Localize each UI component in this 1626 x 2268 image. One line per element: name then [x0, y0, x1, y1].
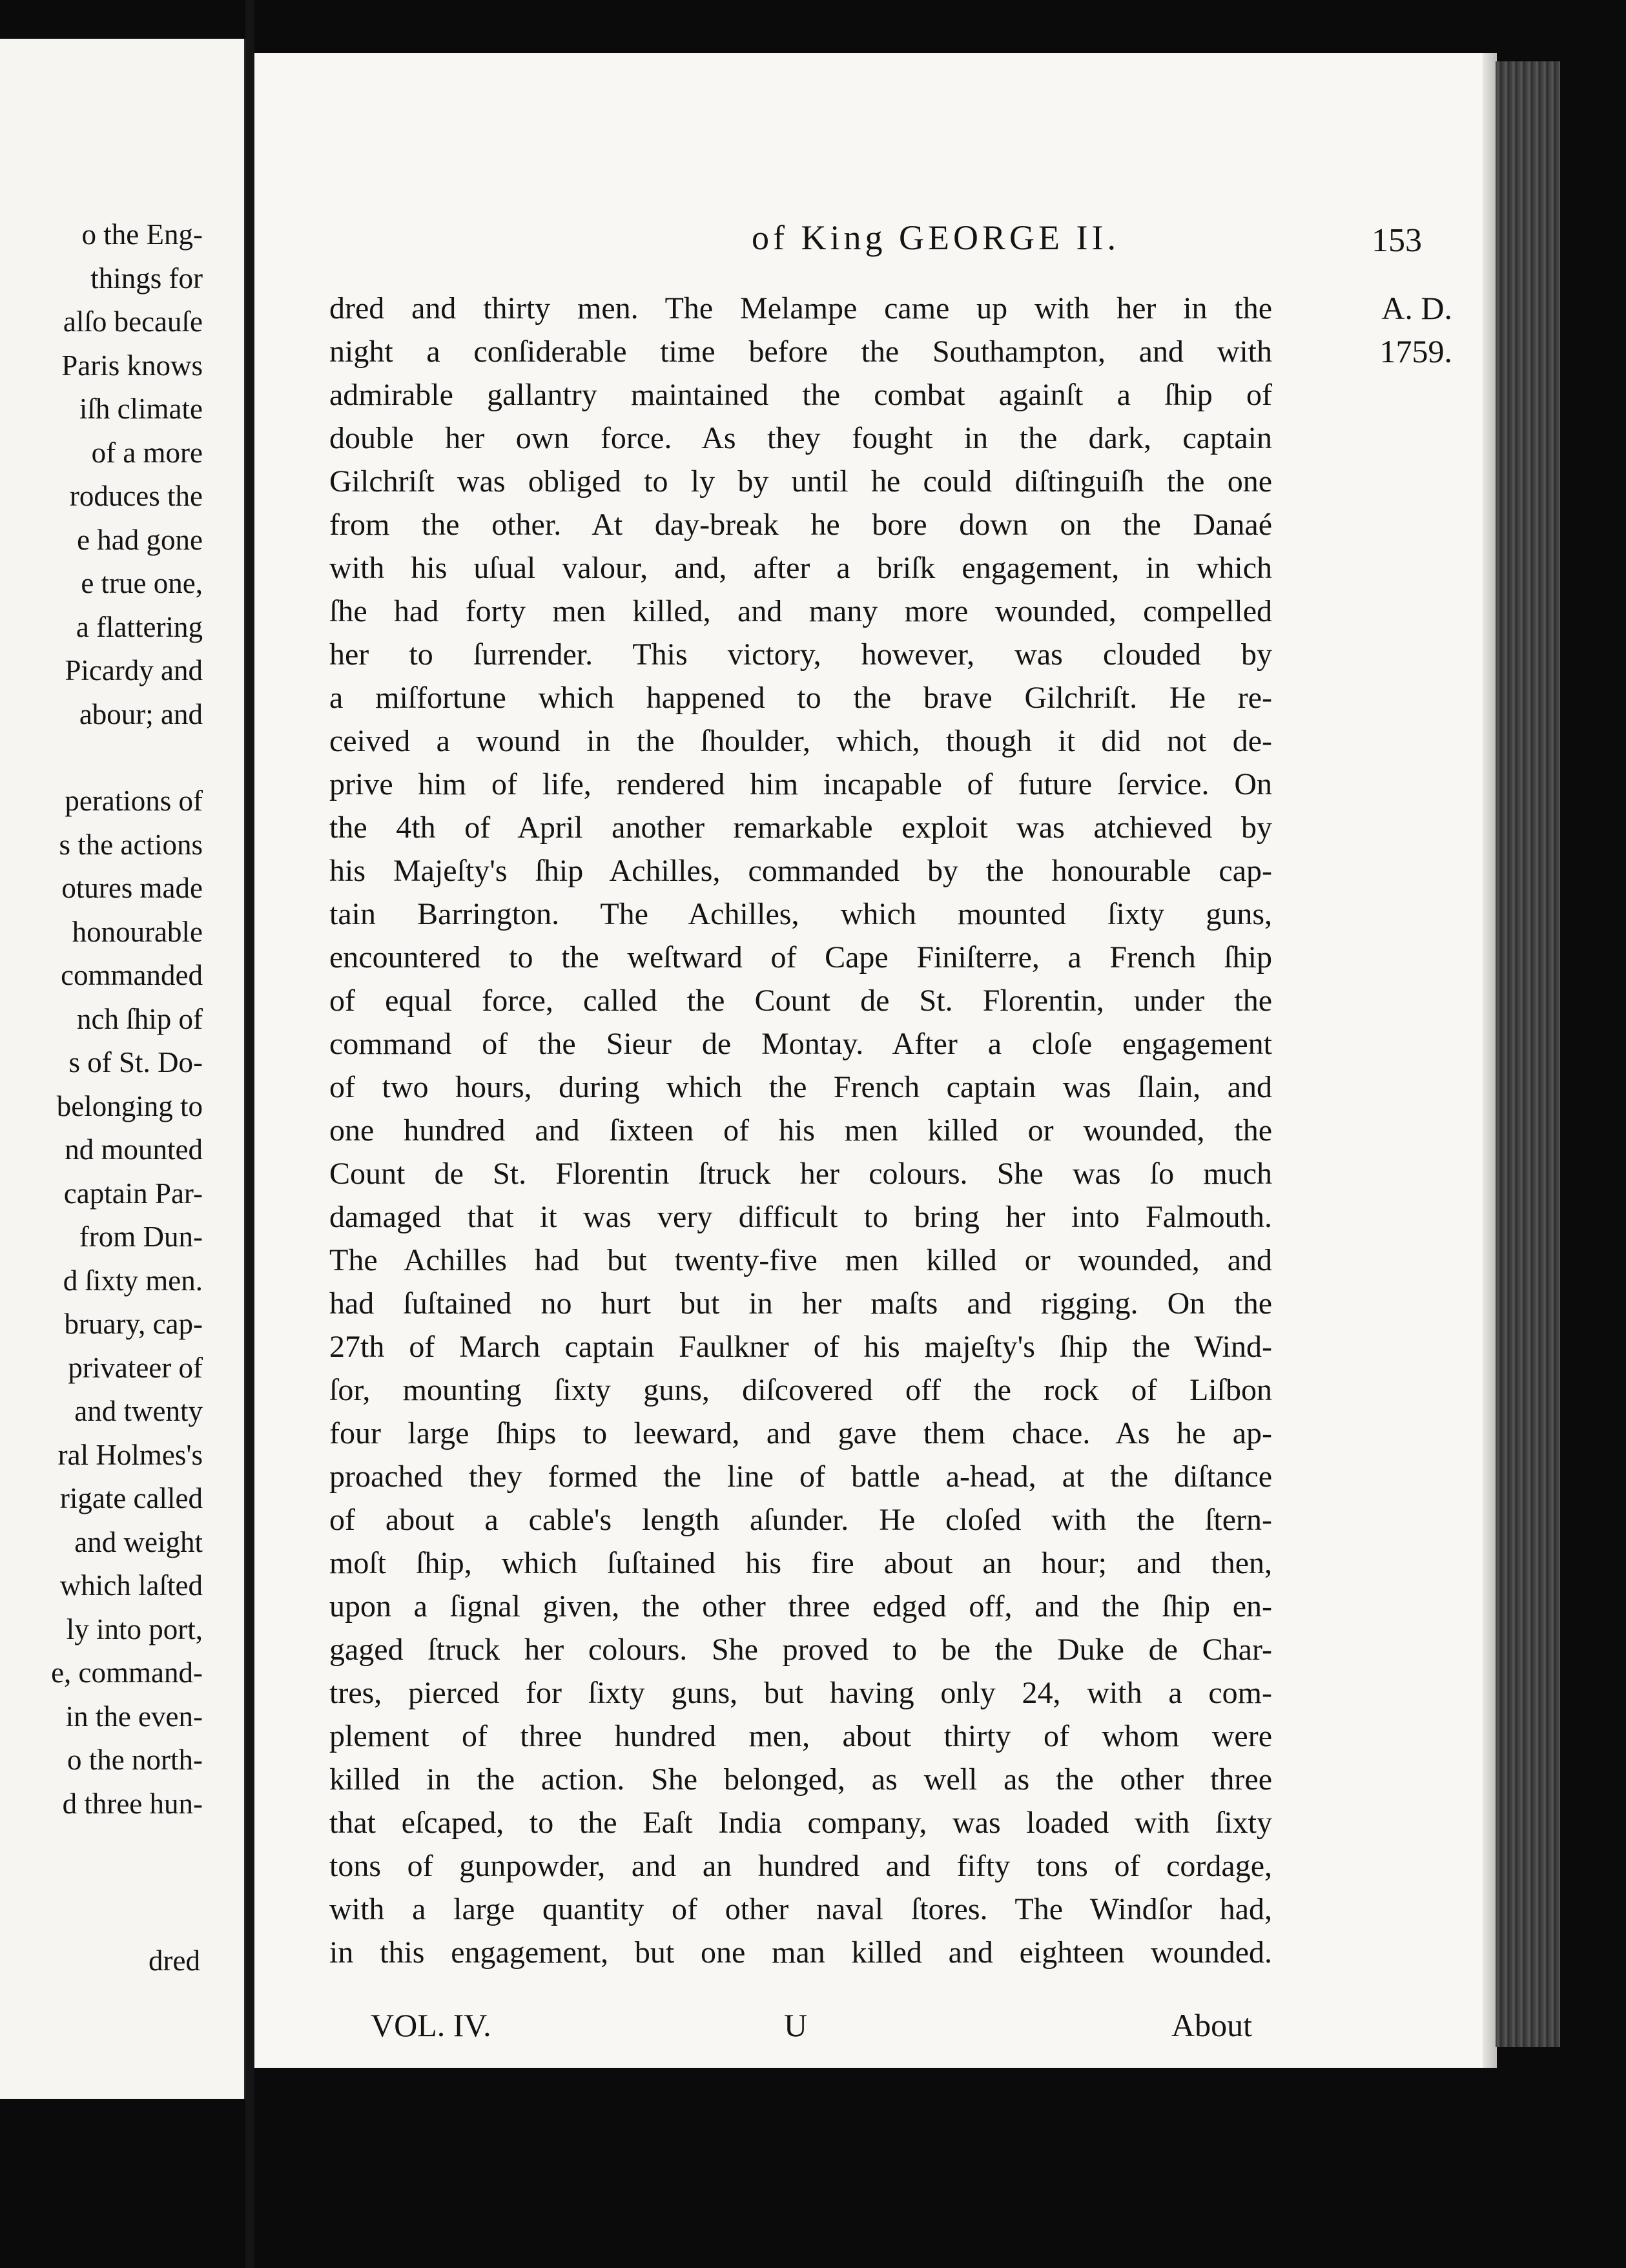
left-fragment-line: e had gone	[77, 523, 203, 556]
left-fragment-line: s of St. Do-	[68, 1046, 203, 1078]
running-head-title: of King GEORGE II.	[752, 218, 1120, 257]
body-line: prive him of life, rendered him incapable of future ſervice. On	[329, 767, 1272, 801]
left-fragment-line: Picardy and	[65, 654, 203, 686]
body-line: tres, pierced for ſixty guns, but having only 24, with a com-	[329, 1676, 1272, 1710]
body-line: admirable gallantry maintained the combat againſt a ſhip of	[329, 378, 1272, 412]
left-fragment-line: e true one,	[81, 567, 203, 599]
body-line: four large ſhips to leeward, and gave them chace. As he ap-	[329, 1416, 1272, 1450]
body-line: had ſuſtained no hurt but in her maſts and rigging. On the	[329, 1286, 1272, 1321]
body-line: his Majeſty's ſhip Achilles, commanded by the honourable cap-	[329, 854, 1272, 888]
volume-label: VOL. IV.	[371, 2007, 491, 2043]
left-fragment-line: s the actions	[59, 828, 203, 861]
left-fragment-line: Paris knows	[61, 349, 203, 382]
left-fragment-line: nch ſhip of	[77, 1002, 203, 1035]
body-text	[329, 287, 1272, 1974]
body-line: tons of gunpowder, and an hundred and fifty tons of cordage,	[329, 1849, 1272, 1883]
left-fragment-line: commanded	[61, 959, 203, 991]
margin-year-line-1: A. D.	[1381, 290, 1452, 326]
body-line: double her own force. As they fought in the dark, captain	[329, 421, 1272, 455]
left-fragment-line: which laſted	[59, 1569, 203, 1602]
left-fragment-line: things for	[90, 262, 203, 294]
body-line: night a conſiderable time before the Southampton, and with	[329, 335, 1272, 369]
body-line: tain Barrington. The Achilles, which mounted ſixty guns,	[329, 897, 1272, 931]
body-line: with his uſual valour, and, after a briſk engagement, in which	[329, 551, 1272, 585]
body-line: ſor, mounting ſixty guns, diſcovered off the rock of Liſbon	[329, 1373, 1272, 1407]
body-line: The Achilles had but twenty-five men killed or wounded, and	[329, 1243, 1272, 1277]
left-catchword: dred	[149, 1944, 200, 1977]
left-fragment-line: otures made	[61, 872, 203, 904]
page-number: 153	[1372, 222, 1422, 259]
margin-year-note	[1259, 287, 1452, 373]
left-fragment-line: e, command-	[51, 1656, 203, 1689]
left-fragment-line: o the north-	[67, 1744, 203, 1776]
body-line: ſhe had forty men killed, and many more wounded, compelled	[329, 594, 1272, 628]
left-fragment-line: in the even-	[65, 1700, 203, 1733]
body-line: upon a ſignal given, the other three edged off, and the ſhip en-	[329, 1589, 1272, 1624]
left-fragment-line: honourable	[72, 915, 203, 948]
left-fragment-line: iſh climate	[79, 393, 203, 425]
body-line: encountered to the weſtward of Cape Finiſterre, a French ſhip	[329, 940, 1272, 974]
left-fragment-line: ly into port,	[66, 1613, 203, 1645]
catchword: About	[1171, 2007, 1252, 2043]
signature-mark: U	[784, 2007, 808, 2043]
left-fragment-line: and weight	[74, 1525, 203, 1558]
body-line: that eſcaped, to the Eaſt India company, was loaded with ſixty	[329, 1806, 1272, 1840]
paragraph-gap	[51, 736, 203, 779]
body-line: the 4th of April another remarkable exploit was atchieved by	[329, 810, 1272, 845]
left-fragment-line: abour; and	[79, 697, 203, 730]
margin-year-line-2: 1759.	[1379, 333, 1452, 369]
body-line: ceived a wound in the ſhoulder, which, though it did not de-	[329, 724, 1272, 758]
body-line: with a large quantity of other naval ſtores. The Windſor had,	[329, 1892, 1272, 1926]
body-line: of equal force, called the Count de St. Florentin, under the	[329, 984, 1272, 1018]
left-fragment-line: belonging to	[56, 1089, 203, 1122]
body-line: one hundred and ſixteen of his men killed or wounded, the	[329, 1113, 1272, 1148]
left-fragment-line: of a more	[91, 436, 203, 469]
body-line: 27th of March captain Faulkner of his majeſty's ſhip the Wind-	[329, 1330, 1272, 1364]
body-line: plement of three hundred men, about thirty of whom were	[329, 1719, 1272, 1753]
body-line: gaged ſtruck her colours. She proved to be the Duke de Char-	[329, 1633, 1272, 1667]
body-line: damaged that it was very difficult to bring her into Falmouth.	[329, 1200, 1272, 1234]
left-fragment-line: d three hun-	[62, 1787, 203, 1820]
left-fragment-line: nd mounted	[65, 1133, 203, 1166]
left-fragment-line: bruary, cap-	[64, 1308, 203, 1340]
left-fragment-line: a flattering	[76, 610, 203, 643]
left-fragment-line: o the Eng-	[81, 218, 203, 251]
left-fragment-line: roduces the	[69, 480, 203, 512]
body-line: her to ſurrender. This victory, however, was clouded by	[329, 637, 1272, 672]
body-line: Gilchriſt was obliged to ly by until he could diſtinguiſh the one	[329, 464, 1272, 499]
body-line: of two hours, during which the French captain was ſlain, and	[329, 1070, 1272, 1104]
left-fragment-line: from Dun-	[79, 1221, 203, 1253]
book-page-edges	[1496, 61, 1560, 2047]
left-page-text	[51, 213, 203, 1826]
left-fragment-line: privateer of	[68, 1351, 203, 1384]
left-fragment-line: ral Holmes's	[57, 1438, 203, 1471]
body-line: dred and thirty men. The Melampe came up with her in the	[329, 291, 1272, 325]
right-page	[254, 53, 1496, 2068]
body-line: killed in the action. She belonged, as well as the other three	[329, 1762, 1272, 1797]
body-line: a miſfortune which happened to the brave Gilchriſt. He re-	[329, 681, 1272, 715]
body-line: Count de St. Florentin ſtruck her colours. She was ſo much	[329, 1157, 1272, 1191]
left-fragment-line: rigate called	[59, 1482, 203, 1514]
body-line: in this engagement, but one man killed and eighteen wounded.	[329, 1935, 1272, 1970]
page-edge-shadow	[1483, 53, 1497, 2068]
body-line: proached they formed the line of battle a-head, at the diſtance	[329, 1459, 1272, 1494]
left-fragment-line: alſo becauſe	[63, 305, 203, 338]
left-page	[0, 39, 245, 2099]
left-fragment-line: perations of	[65, 785, 203, 817]
left-fragment-line: d ſixty men.	[63, 1264, 203, 1297]
body-line: moſt ſhip, which ſuſtained his fire about an hour; and then,	[329, 1546, 1272, 1580]
left-fragment-line: captain Par-	[63, 1177, 203, 1210]
body-line: from the other. At day-break he bore down on the Danaé	[329, 508, 1272, 542]
body-line: of about a cable's length aſunder. He cloſed with the ſtern-	[329, 1503, 1272, 1537]
book-gutter	[245, 0, 254, 2268]
body-line: command of the Sieur de Montay. After a cloſe engagement	[329, 1027, 1272, 1061]
left-fragment-line: and twenty	[74, 1395, 203, 1427]
running-head	[254, 218, 1496, 263]
